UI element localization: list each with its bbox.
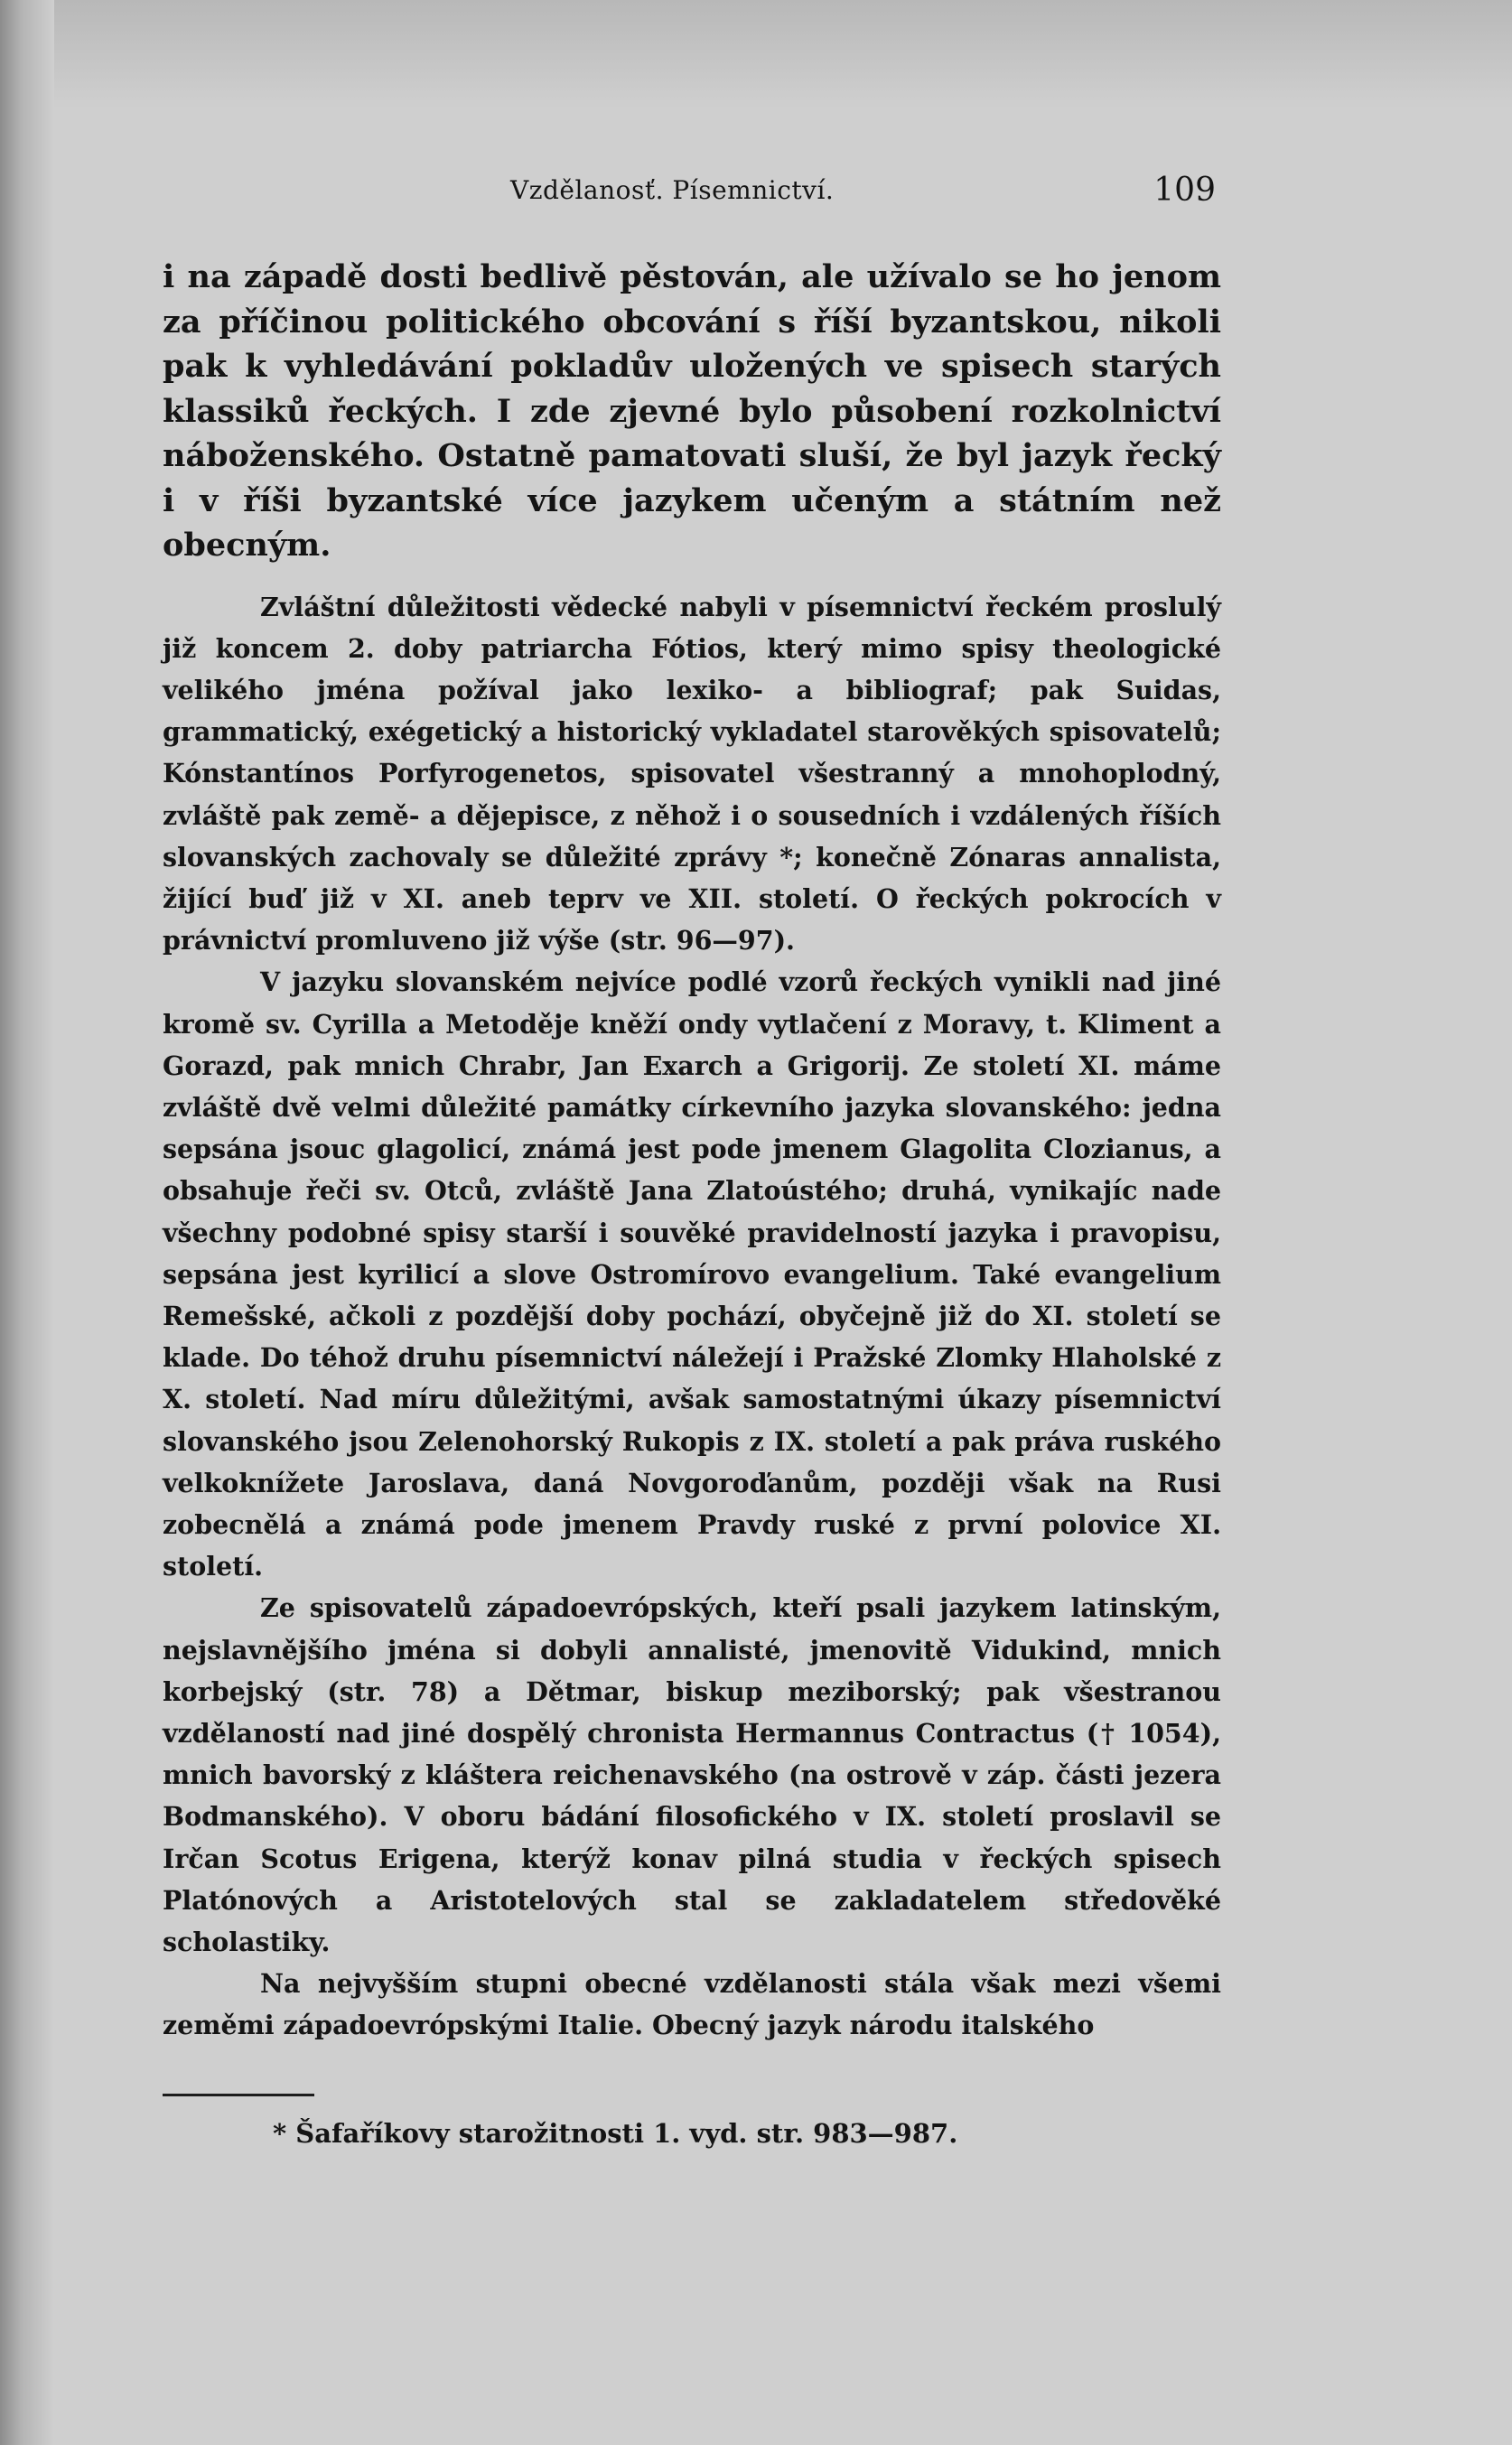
footnote: * Šafaříkovy starožitnosti 1. vyd. str. 983—987. <box>273 2117 958 2149</box>
paragraph-3: V jazyku slovanském nejvíce podlé vzorů řeckých vynikli nad jiné kromě sv. Cyrilla a Metoděje kněží ondy vytlačení z Moravy, t. Kliment a Gorazd, pak mnich Chrabr, Jan Exarch a Grigorij. Ze století XI. máme zvláště dvě velmi důležité památky církevního jazyka slovanského: jedna sepsána jsouc glagolicí, známá jest pode jmenem Glagolita Clozianus, a obsahuje řeči sv. Otců, zvláště Jana Zlatoústého; druhá, vynikajíc nade všechny podobné spisy starší i souvěké pravidelností jazyka i pravopisu, sepsána jest kyrilicí a slove Ostromírovo evangelium. Také evangelium Remešské, ačkoli z pozdější doby pochází, obyčejně již do XI. století se klade. Do téhož druhu písemnictví náležejí i Pražské Zlomky Hlaholské z X. století. Nad míru důležitými, avšak samostatnými úkazy písemnictví slovanského jsou Zelenohorský Rukopis z IX. století a pak práva ruského velkoknížete Jaroslava, daná Novgoroďanům, později však na Rusi zobecnělá a známá pode jmenem Pravdy ruské z první polovice XI. století. <box>163 966 1221 1582</box>
paragraph-2: Zvláštní důležitosti vědecké nabyli v písemnictví řeckém proslulý již koncem 2. doby patriarcha Fótios, který mimo spisy theologické velikého jména požíval jako lexiko- a bibliograf; pak Suidas, grammatický, exégetický a historický vykladatel starověkých spisovatelů; Kónstantínos Porfyrogenetos, spisovatel všestranný a mnohoplodný, zvláště pak země- a dějepisce, z něhož i o sousedních i vzdálených říších slovanských zachovaly se důležité zprávy *; konečně Zónaras annalista, žijící buď již v XI. aneb teprv ve XII. století. O řeckých pokrocích v právnictví promluveno již výše (str. 96—97). <box>163 591 1221 957</box>
paragraph-4: Ze spisovatelů západoevrópských, kteří psali jazykem latinským, nejslavnějšího jména si dobyli annalisté, jmenovitě Vidukind, mnich korbejský (str. 78) a Dětmar, biskup meziborský; pak všestranou vzdělaností nad jiné dospělý chronista Hermannus Contractus († 1054), mnich bavorský z kláštera reichenavského (na ostrově v záp. části jezera Bodmanského). V oboru bádání filosofického v IX. století proslavil se Irčan Scotus Erigena, kterýž konav pilná studia v řeckých spisech Platónových a Aristotelových stal se zakladatelem středověké scholastiky. <box>163 1592 1221 1957</box>
page-header <box>163 172 1221 219</box>
running-head: Vzdělanosť. Písemnictví. <box>510 175 835 205</box>
footnote-rule <box>163 2094 314 2096</box>
scan-shadow-top <box>0 0 1512 108</box>
paragraph-5: Na nejvyšším stupni obecné vzdělanosti stála však mezi všemi zeměmi západoevrópskými Italie. Obecný jazyk národu italského <box>163 1968 1221 2041</box>
page-number: 109 <box>1153 172 1216 209</box>
scan-shadow-left <box>0 0 54 2445</box>
book-page <box>163 172 1221 2149</box>
paragraph-1: i na západě dosti bedlivě pěstován, ale užívalo se ho jenom za příčinou politického obcování s říší byzantskou, nikoli pak k vyhledávání pokladův uložených ve spisech starých klassiků řeckých. I zde zjevné bylo působení rozkolnictví náboženského. Ostatně pamatovati sluší, že byl jazyk řecký i v říši byzantské více jazykem učeným a státním než obecným. <box>163 258 1221 564</box>
